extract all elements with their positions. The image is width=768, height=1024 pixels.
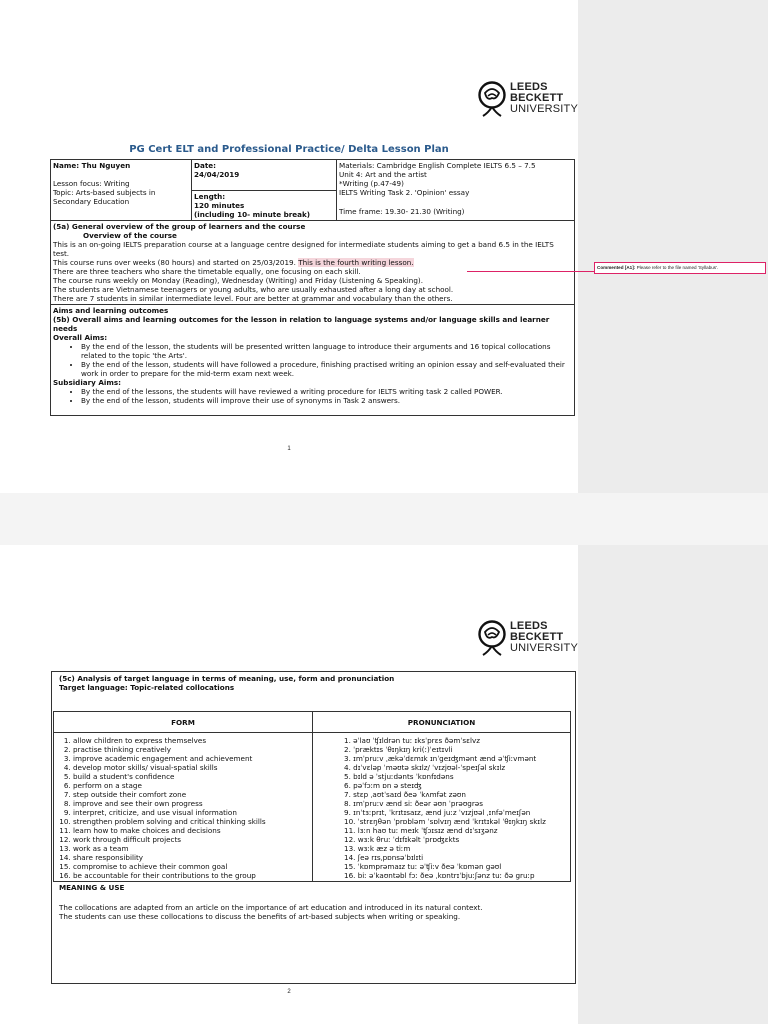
- subsidiary-aims-label: Subsidiary Aims:: [53, 378, 122, 387]
- pronunciation-item: 6. pəˈfɔːm ɒn ə steɪʤ: [344, 781, 422, 790]
- date-value: 24/04/2019: [194, 170, 240, 179]
- overall-aims-list: [53, 342, 572, 378]
- materials-line: Materials: Cambridge English Complete IELTS 6.5 – 7.5: [339, 161, 536, 170]
- overview-line: The course runs weekly on Monday (Reading), Wednesday (Writing) and Friday (Listening & Speaking).: [53, 276, 424, 285]
- form-item: 1. allow children to express themselves: [73, 736, 309, 745]
- materials-line: IELTS Writing Task 2. 'Opinion' essay: [339, 188, 470, 197]
- overall-aims-label: Overall Aims:: [53, 333, 108, 342]
- lesson-plan-table: [50, 159, 575, 416]
- pronunciation-item: 16. biː əˈkaʊntəbl fɔː ðeə ˌkɒntrɪˈbjuːʃənz tuː ðə gruːp: [344, 871, 535, 880]
- comment-pane: [578, 0, 768, 493]
- section-5b-heading: (5b) Overall aims and learning outcomes for the lesson in relation to language systems and/or language skills and learner needs: [53, 315, 550, 333]
- overview-section: [51, 221, 575, 305]
- form-list: [57, 736, 309, 880]
- form-item: 5. build a student's confidence: [73, 772, 309, 781]
- overview-line: The students are Vietnamese teenagers or young adults, who are usually exhausted after a long day at school.: [53, 285, 454, 294]
- teacher-cell: [51, 160, 192, 221]
- overview-line: There are 7 students in similar intermediate level. Four are better at grammar and vocabulary than the others.: [53, 294, 453, 303]
- comment-tag: Commented [A1]:: [597, 265, 636, 270]
- materials-cell: [337, 160, 575, 221]
- form-cell: [54, 733, 313, 882]
- course-runs-text: This course runs over weeks (80 hours) and started on 25/03/2019.: [53, 258, 299, 267]
- university-logo: [476, 619, 579, 667]
- overview-heading: Overview of the course: [83, 231, 177, 240]
- page-number: 2: [287, 989, 291, 995]
- form-item: 4. develop motor skills/ visual-spatial skills: [73, 763, 309, 772]
- section-5a-heading: (5a) General overview of the group of learners and the course: [53, 222, 306, 231]
- list-item: • By the end of the lessons, the students will have reviewed a writing procedure for IELTS writing task 2 called POWER.: [81, 387, 572, 396]
- pronunciation-item: 4. dɪˈvɛləp ˈməʊtə skɪlz/ ˈvɪzjʊəl-ˈspeɪʃəl skɪlz: [344, 763, 506, 772]
- form-item: 8. improve and see their own progress: [73, 799, 309, 808]
- form-item: 3. improve academic engagement and achievement: [73, 754, 309, 763]
- comment-balloon[interactable]: [594, 262, 766, 274]
- time-frame: Time frame: 19.30- 21.30 (Writing): [339, 207, 465, 216]
- lesson-topic: Topic: Arts-based subjects in Secondary Education: [53, 188, 156, 206]
- aims-section: [51, 305, 575, 416]
- form-item: 9. interpret, criticize, and use visual information: [73, 808, 309, 817]
- overview-line: There are three teachers who share the timetable equally, one focusing on each skill.: [53, 267, 361, 276]
- form-pronunciation-table: [53, 711, 571, 882]
- form-item: 15. compromise to achieve their common goal: [73, 862, 309, 871]
- meaning-line: The collocations are adapted from an article on the importance of art education and introduced in its natural context.: [59, 903, 483, 912]
- pronunciation-item: 14. ʃeə rɪsˌpɒnsəˈbɪlɪti: [344, 853, 424, 862]
- length-note: (including 10- minute break): [194, 210, 311, 219]
- page-number: 1: [287, 446, 291, 452]
- pronunciation-item: 10. ˈstrɛŋθən ˈprɒbləm ˈsɒlvɪŋ ænd ˈkrɪtɪkəl ˈθɪŋkɪŋ skɪlz: [344, 817, 546, 826]
- rose-emblem-icon: [476, 80, 508, 120]
- logo-line-1: LEEDS: [510, 620, 548, 632]
- logo-line-1: LEEDS: [510, 81, 548, 93]
- length-label: Length:: [194, 192, 226, 201]
- list-item: • By the end of the lesson, the students will be presented written language to introduce their arguments and 16 topical collocations related to the topic 'the Arts'.: [81, 342, 572, 360]
- pronunciation-item: 7. stɛp ˌaʊtˈsaɪd ðeə ˈkʌmfət zəʊn: [344, 790, 466, 799]
- form-item: 11. learn how to make choices and decisions: [73, 826, 309, 835]
- page-gap: [0, 493, 768, 545]
- logo-line-3: UNIVERSITY: [510, 103, 579, 115]
- pronunciation-cell: [313, 733, 571, 882]
- teacher-name: Name: Thu Nguyen: [53, 161, 131, 170]
- highlighted-comment-text[interactable]: This is the fourth writing lesson.: [298, 258, 414, 267]
- meaning-paragraph: [59, 903, 564, 921]
- comment-pane: [578, 545, 768, 1024]
- pronunciation-item: 13. wɜːk æz ə tiːm: [344, 844, 411, 853]
- rose-emblem-icon: [476, 619, 508, 659]
- pronunciation-item: 3. ɪmˈpruːv ˌækəˈdɛmɪk ɪnˈgeɪʤmənt ænd əˈʧiːvmənt: [344, 754, 537, 763]
- pronunciation-item: 5. bɪld ə ˈstjuːdənts ˈkɒnfɪdəns: [344, 772, 454, 781]
- section-5c-heading: (5c) Analysis of target language in terms of meaning, use, form and pronunciation: [59, 674, 395, 683]
- materials-line: *Writing (p.47-49): [339, 179, 404, 188]
- length-value: 120 minutes: [194, 201, 245, 210]
- form-header: FORM: [54, 712, 313, 733]
- form-item: 7. step outside their comfort zone: [73, 790, 309, 799]
- lesson-focus: Lesson focus: Writing: [53, 179, 130, 188]
- list-item: • By the end of the lesson, students will improve their use of synonyms in Task 2 answers.: [81, 396, 572, 405]
- form-item: 16. be accountable for their contributions to the group: [73, 871, 309, 880]
- logo-line-2: BECKETT: [510, 631, 564, 643]
- pronunciation-item: 15. ˈkɒmprəmaɪz tuː əˈʧiːv ðeə ˈkɒmən gəʊl: [344, 862, 502, 871]
- list-item: • By the end of the lesson, students will have followed a procedure, finishing practised writing an opinion essay and self-evaluated their work in order to prepare for the mid-term exam next week.: [81, 360, 572, 378]
- materials-line: Unit 4: Art and the artist: [339, 170, 427, 179]
- overview-line: This is an on-going IELTS preparation course at a language centre designed for intermediate students aiming to get a band 6.5 in the IELTS test.: [53, 240, 554, 258]
- form-item: 2. practise thinking creatively: [73, 745, 309, 754]
- comment-text: Please refer to the file named 'Syllabus'.: [635, 265, 719, 270]
- date-label: Date:: [194, 161, 217, 170]
- pronunciation-list: [316, 736, 567, 880]
- meaning-line: The students can use these collocations to discuss the benefits of art-based subjects when writing or speaking.: [59, 912, 461, 921]
- form-item: 10. strengthen problem solving and critical thinking skills: [73, 817, 309, 826]
- logo-line-3: UNIVERSITY: [510, 642, 579, 654]
- overview-line: [53, 258, 572, 267]
- pronunciation-item: 2. ˈpræktɪs ˈθɪŋkɪŋ kri(ː)ˈeɪtɪvli: [344, 745, 453, 754]
- logo-line-2: BECKETT: [510, 92, 564, 104]
- comment-connector-line: [467, 271, 594, 272]
- subsidiary-aims-list: [53, 387, 572, 405]
- pronunciation-item: 9. ɪnˈtɜːprɪt, ˈkrɪtɪsaɪz, ænd juːz ˈvɪzjʊəl ˌɪnfəˈmeɪʃən: [344, 808, 531, 817]
- pronunciation-item: 12. wɜːk θruː ˈdɪfɪkəlt ˈprɒʤɛkts: [344, 835, 460, 844]
- form-item: 14. share responsibility: [73, 853, 309, 862]
- form-item: 13. work as a team: [73, 844, 309, 853]
- document-page-1: [0, 0, 578, 493]
- aims-heading: Aims and learning outcomes: [53, 306, 169, 315]
- pronunciation-item: 11. lɜːn haʊ tuː meɪk ˈʧɔɪsɪz ænd dɪˈsɪʒənz: [344, 826, 498, 835]
- document-title: PG Cert ELT and Professional Practice/ Delta Lesson Plan: [129, 144, 449, 155]
- form-item: 6. perform on a stage: [73, 781, 309, 790]
- pronunciation-item: 8. ɪmˈpruːv ænd siː ðeər əʊn ˈprəʊgrəs: [344, 799, 483, 808]
- form-item: 12. work through difficult projects: [73, 835, 309, 844]
- pronunciation-item: 1. əˈlaʊ ˈʧɪldrən tuː ɪksˈprɛs ðəmˈsɛlvz: [344, 736, 480, 745]
- university-logo: [476, 80, 579, 128]
- date-cell: [192, 160, 337, 191]
- length-cell: [192, 191, 337, 221]
- pronunciation-header: PRONUNCIATION: [313, 712, 571, 733]
- target-language-label: Target language: Topic-related collocations: [59, 683, 235, 692]
- meaning-use-heading: MEANING & USE: [59, 883, 125, 892]
